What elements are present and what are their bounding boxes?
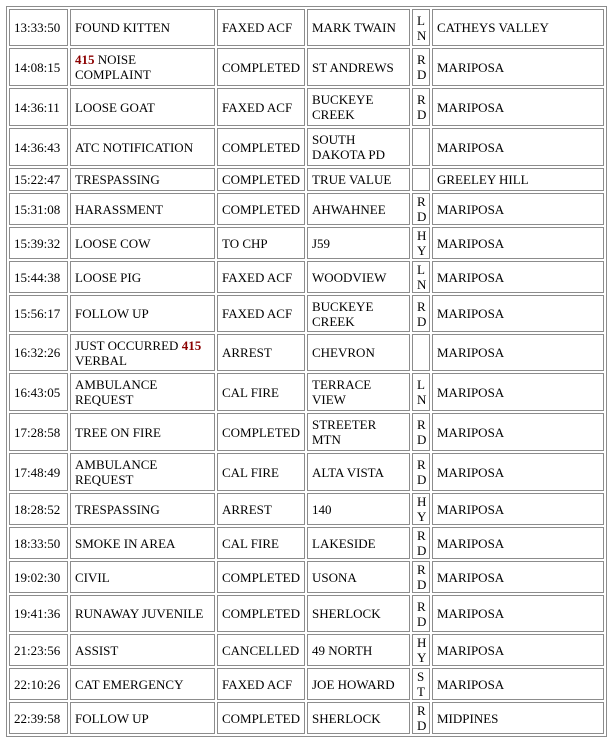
time-cell: 19:41:36 xyxy=(9,595,68,632)
table-row xyxy=(9,668,604,700)
time-cell: 18:28:52 xyxy=(9,493,68,525)
call-type-text: FOLLOW UP xyxy=(75,306,149,321)
street-cell: TRUE VALUE xyxy=(307,168,410,191)
call-type-cell xyxy=(70,413,215,451)
street-suffix-cell: RD xyxy=(412,595,430,632)
disposition-cell: COMPLETED xyxy=(217,193,305,225)
city-cell: MARIPOSA xyxy=(432,493,604,525)
call-type-cell xyxy=(70,48,215,86)
call-type-text: RUNAWAY JUVENILE xyxy=(75,606,204,621)
disposition-cell: COMPLETED xyxy=(217,595,305,632)
table-row xyxy=(9,261,604,293)
table-row xyxy=(9,295,604,332)
disposition-cell: CAL FIRE xyxy=(217,373,305,411)
call-type-text: LOOSE COW xyxy=(75,235,151,251)
street-suffix-cell: RD xyxy=(412,48,430,86)
street-suffix-cell: RD xyxy=(412,453,430,491)
table-row xyxy=(9,88,604,126)
time-cell: 21:23:56 xyxy=(9,634,68,666)
table-row xyxy=(9,702,604,734)
street-cell: SHERLOCK xyxy=(307,595,410,632)
call-type-text: JUST OCCURRED xyxy=(75,337,179,353)
street-cell: TERRACE VIEW xyxy=(307,373,410,411)
time-cell: 15:31:08 xyxy=(9,193,68,225)
city-cell: MARIPOSA xyxy=(432,668,604,700)
city-cell: MARIPOSA xyxy=(432,128,604,166)
time-cell: 15:44:38 xyxy=(9,261,68,293)
call-type-cell xyxy=(70,595,215,632)
call-type-text: NOISE COMPLAINT xyxy=(75,52,151,82)
table-row xyxy=(9,128,604,166)
call-type-text: LOOSE GOAT xyxy=(75,99,155,115)
table-row xyxy=(9,595,604,632)
city-cell: MARIPOSA xyxy=(432,634,604,666)
street-suffix-cell: HY xyxy=(412,493,430,525)
disposition-cell: FAXED ACF xyxy=(217,9,305,46)
street-suffix-cell: RD xyxy=(412,413,430,451)
city-cell: MIDPINES xyxy=(432,702,604,734)
time-cell: 14:36:11 xyxy=(9,88,68,126)
call-code: 415 xyxy=(75,52,95,67)
call-type-cell xyxy=(70,634,215,666)
disposition-cell: CAL FIRE xyxy=(217,453,305,491)
call-type-text: TREE ON FIRE xyxy=(75,424,161,440)
dispatch-log-body xyxy=(9,9,604,734)
city-cell: MARIPOSA xyxy=(432,453,604,491)
disposition-cell: CAL FIRE xyxy=(217,527,305,559)
city-cell: MARIPOSA xyxy=(432,88,604,126)
disposition-cell: COMPLETED xyxy=(217,561,305,593)
street-cell: AHWAHNEE xyxy=(307,193,410,225)
table-row xyxy=(9,227,604,259)
call-type-cell xyxy=(70,668,215,700)
street-cell: BUCKEYE CREEK xyxy=(307,88,410,126)
table-row xyxy=(9,634,604,666)
disposition-cell: COMPLETED xyxy=(217,702,305,734)
street-cell: ST ANDREWS xyxy=(307,48,410,86)
disposition-cell: FAXED ACF xyxy=(217,295,305,332)
time-cell: 22:10:26 xyxy=(9,668,68,700)
call-type-text: CIVIL xyxy=(75,569,110,585)
call-type-cell xyxy=(70,334,215,371)
street-cell: USONA xyxy=(307,561,410,593)
time-cell: 14:08:15 xyxy=(9,48,68,86)
call-type-cell xyxy=(70,373,215,411)
street-cell: JOE HOWARD xyxy=(307,668,410,700)
call-type-text: HARASSMENT xyxy=(75,201,164,217)
time-cell: 19:02:30 xyxy=(9,561,68,593)
call-type-cell xyxy=(70,702,215,734)
call-type-text: ATC NOTIFICATION xyxy=(75,139,194,155)
city-cell: CATHEYS VALLEY xyxy=(432,9,604,46)
table-row xyxy=(9,168,604,191)
table-row xyxy=(9,413,604,451)
call-type-text: FOUND KITTEN xyxy=(75,20,170,35)
disposition-cell: CANCELLED xyxy=(217,634,305,666)
table-row xyxy=(9,334,604,371)
table-row xyxy=(9,9,604,46)
street-suffix-cell: RD xyxy=(412,527,430,559)
table-row xyxy=(9,453,604,491)
time-cell: 16:32:26 xyxy=(9,334,68,371)
disposition-cell: FAXED ACF xyxy=(217,668,305,700)
street-suffix-cell: LN xyxy=(412,9,430,46)
street-cell: CHEVRON xyxy=(307,334,410,371)
street-suffix-cell: RD xyxy=(412,295,430,332)
call-type-cell xyxy=(70,295,215,332)
disposition-cell: FAXED ACF xyxy=(217,88,305,126)
city-cell: MARIPOSA xyxy=(432,561,604,593)
call-type-text: TRESPASSING xyxy=(75,172,160,187)
disposition-cell: COMPLETED xyxy=(217,128,305,166)
street-cell: SHERLOCK xyxy=(307,702,410,734)
street-suffix-cell: ST xyxy=(412,668,430,700)
street-suffix-cell: LN xyxy=(412,373,430,411)
time-cell: 15:56:17 xyxy=(9,295,68,332)
city-cell: MARIPOSA xyxy=(432,261,604,293)
time-cell: 17:28:58 xyxy=(9,413,68,451)
street-suffix-cell: RD xyxy=(412,88,430,126)
call-type-text: CAT EMERGENCY xyxy=(75,676,184,692)
call-type-text: TRESPASSING xyxy=(75,501,160,517)
street-cell: BUCKEYE CREEK xyxy=(307,295,410,332)
dispatch-log-table xyxy=(6,6,607,737)
call-type-cell xyxy=(70,561,215,593)
table-row xyxy=(9,561,604,593)
call-type-cell xyxy=(70,261,215,293)
disposition-cell: ARREST xyxy=(217,334,305,371)
table-row xyxy=(9,373,604,411)
street-cell: SOUTH DAKOTA PD xyxy=(307,128,410,166)
street-suffix-cell: RD xyxy=(412,561,430,593)
call-type-cell xyxy=(70,527,215,559)
city-cell: MARIPOSA xyxy=(432,595,604,632)
call-type-text-continued: VERBAL xyxy=(75,352,127,368)
street-cell: LAKESIDE xyxy=(307,527,410,559)
city-cell: MARIPOSA xyxy=(432,334,604,371)
call-type-text: AMBULANCE REQUEST xyxy=(75,457,158,487)
call-type-cell xyxy=(70,9,215,46)
call-code: 415 xyxy=(181,337,202,353)
time-cell: 17:48:49 xyxy=(9,453,68,491)
time-cell: 16:43:05 xyxy=(9,373,68,411)
street-suffix-cell xyxy=(412,168,430,191)
street-cell: J59 xyxy=(307,227,410,259)
table-row xyxy=(9,193,604,225)
street-suffix-cell: HY xyxy=(412,227,430,259)
table-row xyxy=(9,493,604,525)
street-suffix-cell: RD xyxy=(412,702,430,734)
call-type-cell xyxy=(70,88,215,126)
street-suffix-cell xyxy=(412,128,430,166)
table-row xyxy=(9,527,604,559)
call-type-text: SMOKE IN AREA xyxy=(75,535,176,551)
street-cell: 140 xyxy=(307,493,410,525)
street-suffix-cell: HY xyxy=(412,634,430,666)
disposition-cell: ARREST xyxy=(217,493,305,525)
call-type-text: AMBULANCE REQUEST xyxy=(75,377,158,407)
time-cell: 13:33:50 xyxy=(9,9,68,46)
table-row xyxy=(9,48,604,86)
call-type-text: LOOSE PIG xyxy=(75,269,142,285)
disposition-cell: FAXED ACF xyxy=(217,261,305,293)
time-cell: 15:39:32 xyxy=(9,227,68,259)
time-cell: 18:33:50 xyxy=(9,527,68,559)
city-cell: MARIPOSA xyxy=(432,373,604,411)
city-cell: MARIPOSA xyxy=(432,295,604,332)
street-cell: STREETER MTN xyxy=(307,413,410,451)
call-type-cell xyxy=(70,193,215,225)
street-suffix-cell: LN xyxy=(412,261,430,293)
call-type-cell xyxy=(70,227,215,259)
city-cell: MARIPOSA xyxy=(432,527,604,559)
time-cell: 14:36:43 xyxy=(9,128,68,166)
disposition-cell: COMPLETED xyxy=(217,413,305,451)
city-cell: MARIPOSA xyxy=(432,227,604,259)
street-suffix-cell xyxy=(412,334,430,371)
street-cell: 49 NORTH xyxy=(307,634,410,666)
time-cell: 22:39:58 xyxy=(9,702,68,734)
call-type-text: FOLLOW UP xyxy=(75,710,149,726)
city-cell: MARIPOSA xyxy=(432,413,604,451)
call-type-cell xyxy=(70,453,215,491)
city-cell: MARIPOSA xyxy=(432,193,604,225)
street-cell: ALTA VISTA xyxy=(307,453,410,491)
disposition-cell: TO CHP xyxy=(217,227,305,259)
disposition-cell: COMPLETED xyxy=(217,168,305,191)
call-type-cell xyxy=(70,128,215,166)
call-type-cell xyxy=(70,493,215,525)
call-type-cell xyxy=(70,168,215,191)
city-cell: GREELEY HILL xyxy=(432,168,604,191)
time-cell: 15:22:47 xyxy=(9,168,68,191)
street-cell: MARK TWAIN xyxy=(307,9,410,46)
disposition-cell: COMPLETED xyxy=(217,48,305,86)
street-cell: WOODVIEW xyxy=(307,261,410,293)
city-cell: MARIPOSA xyxy=(432,48,604,86)
call-type-text: ASSIST xyxy=(75,642,119,658)
street-suffix-cell: RD xyxy=(412,193,430,225)
